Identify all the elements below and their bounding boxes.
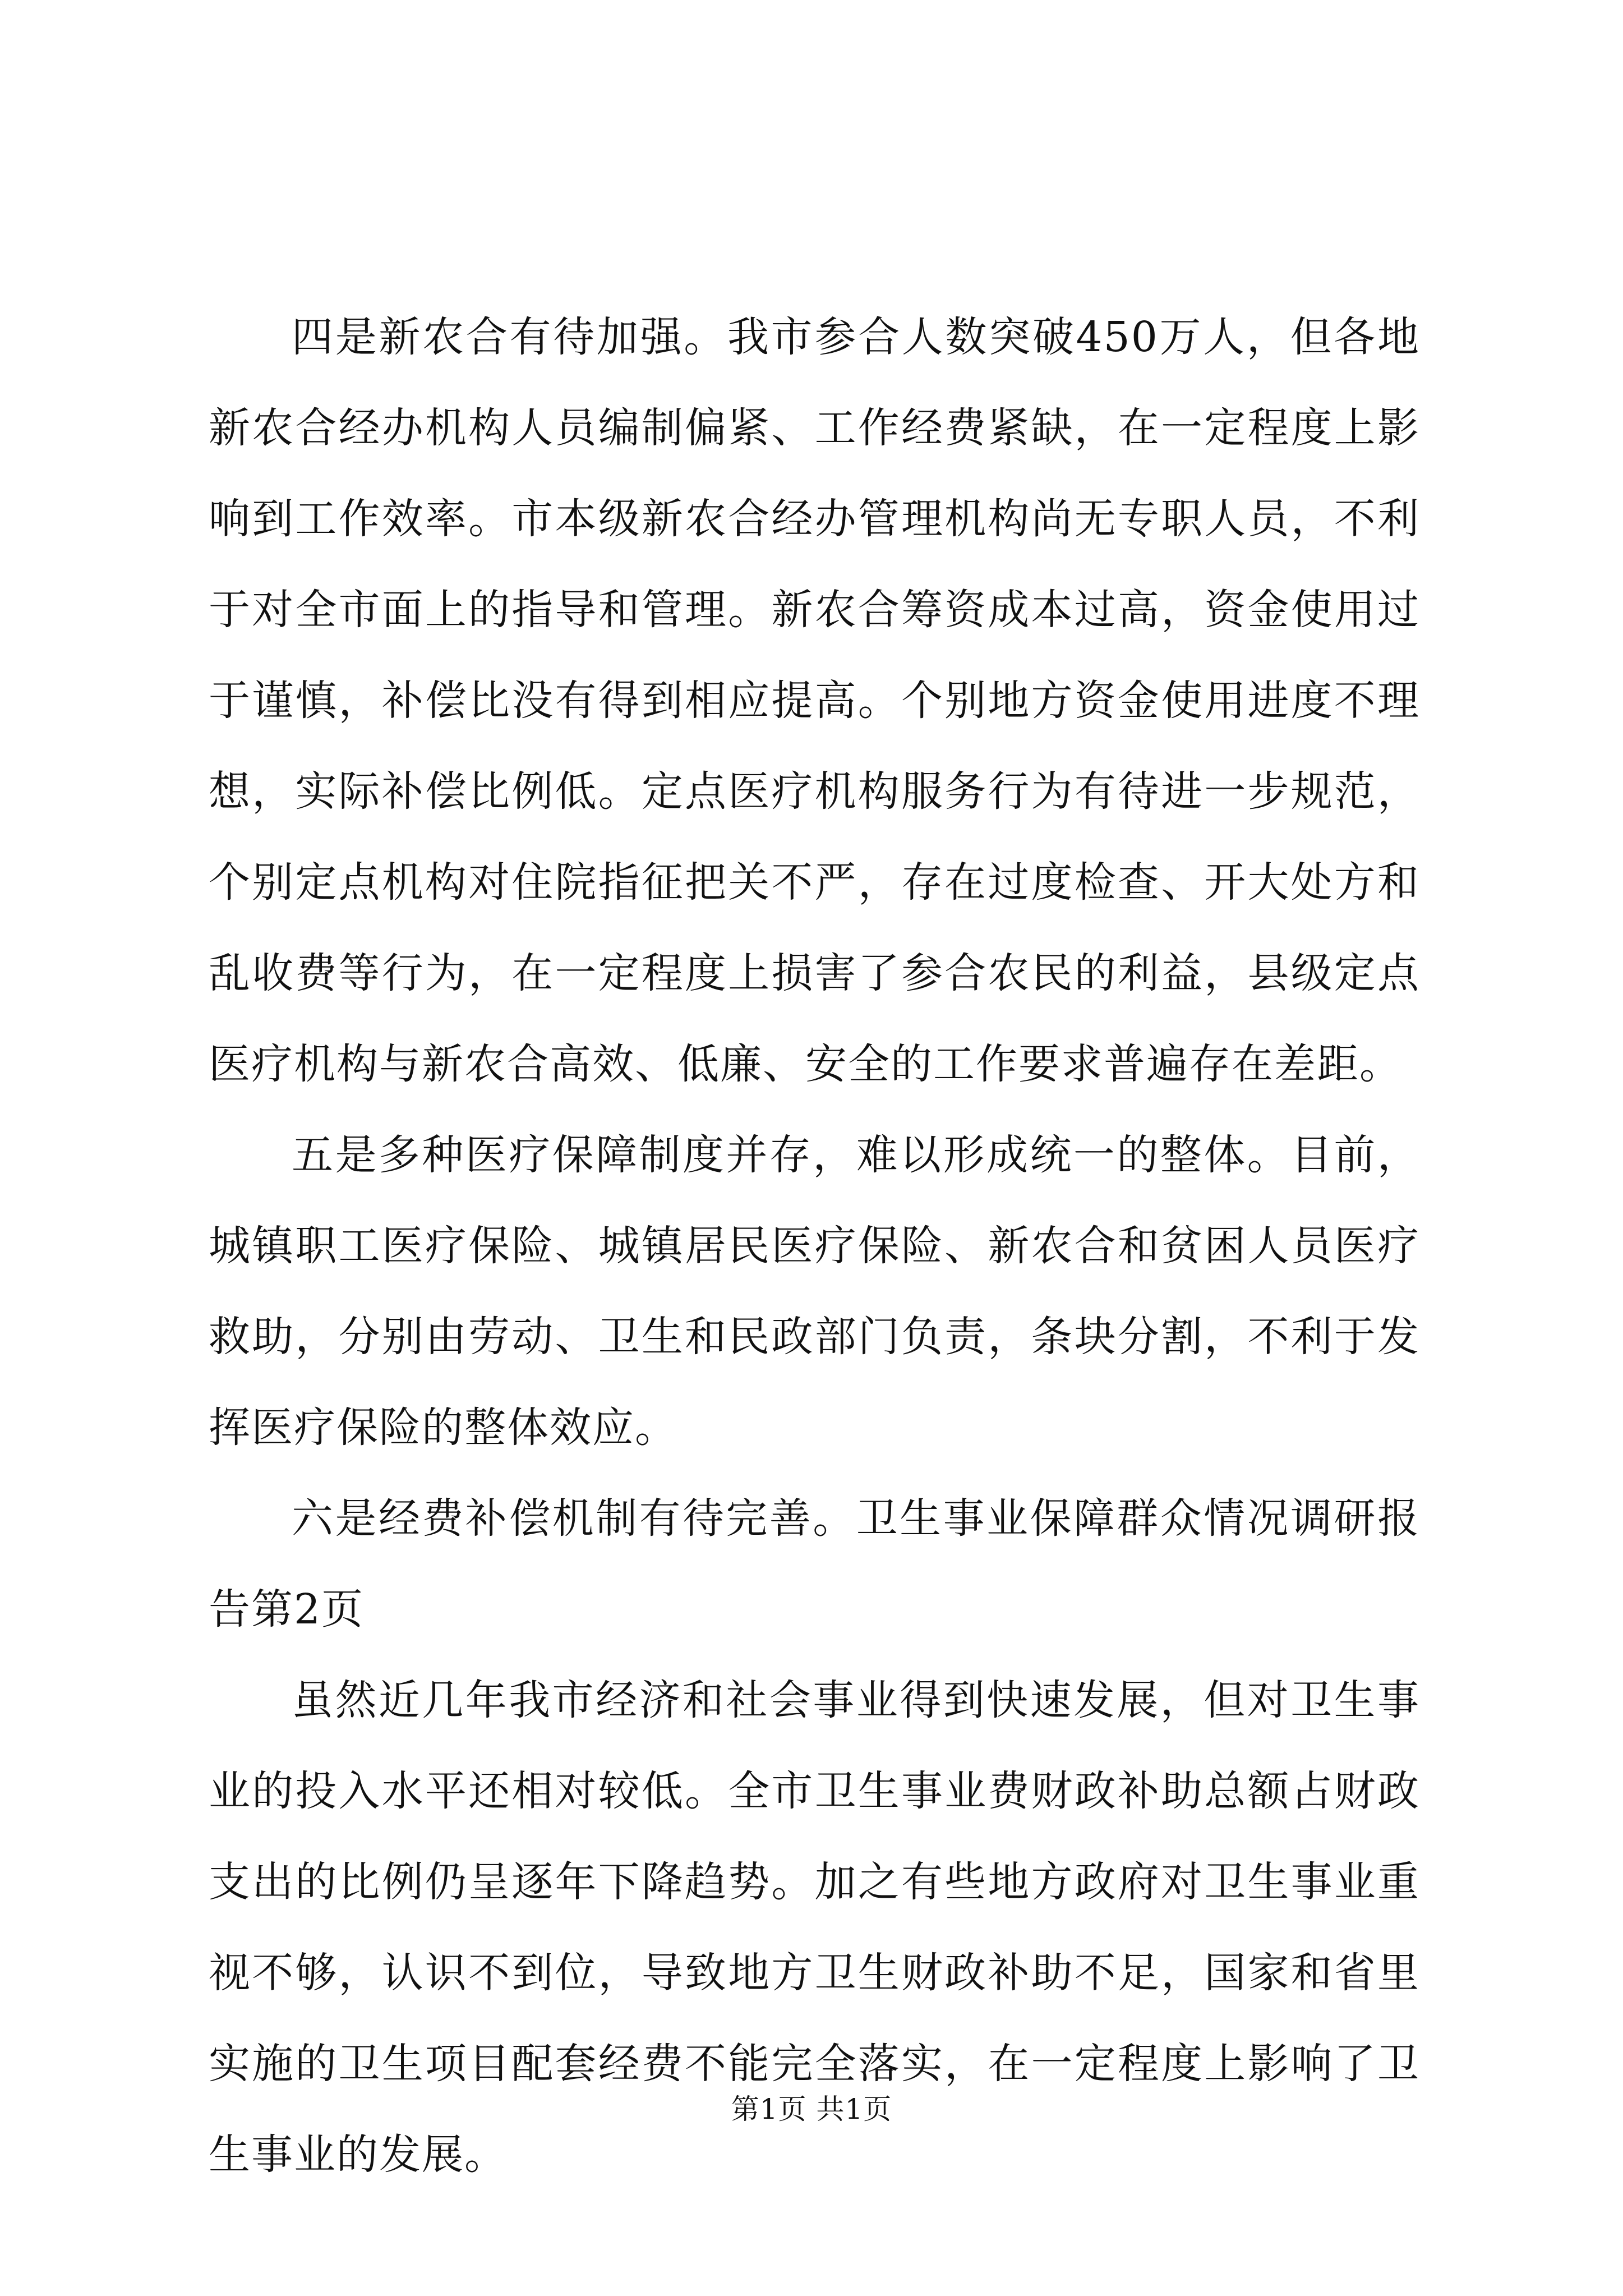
- paragraph-health-investment: 虽然近几年我市经济和社会事业得到快速发展，但对卫生事业的投入水平还相对较低。全市卫生事业费财政补助总额占财政支出的比例仍呈逐年下降趋势。加之有些地方政府对卫生事业重视不够，认识不到位，导致地方卫生财政补助不足，国家和省里实施的卫生项目配套经费不能完全落实，在一定程度上影响了卫生事业的发展。: [209, 1676, 1420, 2179]
- paragraph-funding-mechanism: 六是经费补偿机制有待完善。卫生事业保障群众情况调研报告第2页: [209, 1494, 1420, 1634]
- page-footer: 第1页 共1页: [731, 2093, 892, 2125]
- paragraph-medical-insurance-systems: 五是多种医疗保障制度并存，难以形成统一的整体。目前，城镇职工医疗保险、城镇居民医疗保险、新农合和贫困人员医疗救助，分别由劳动、卫生和民政部门负责，条块分割，不利于发挥医疗保险的整体效应。: [209, 1131, 1420, 1452]
- paragraph-new-rural-cooperative: 四是新农合有待加强。我市参合人数突破450万人，但各地新农合经办机构人员编制偏紧、工作经费紧缺，在一定程度上影响到工作效率。市本级新农合经办管理机构尚无专职人员，不利于对全市面上的指导和管理。新农合筹资成本过高，资金使用过于谨慎，补偿比没有得到相应提高。个别地方资金使用进度不理想，实际补偿比例低。定点医疗机构服务行为有待进一步规范，个别定点机构对住院指征把关不严，存在过度检查、开大处方和乱收费等行为，在一定程度上损害了参合农民的利益，县级定点医疗机构与新农合高效、低廉、安全的工作要求普遍存在差距。: [209, 313, 1420, 1088]
- document-body: [209, 292, 1420, 2200]
